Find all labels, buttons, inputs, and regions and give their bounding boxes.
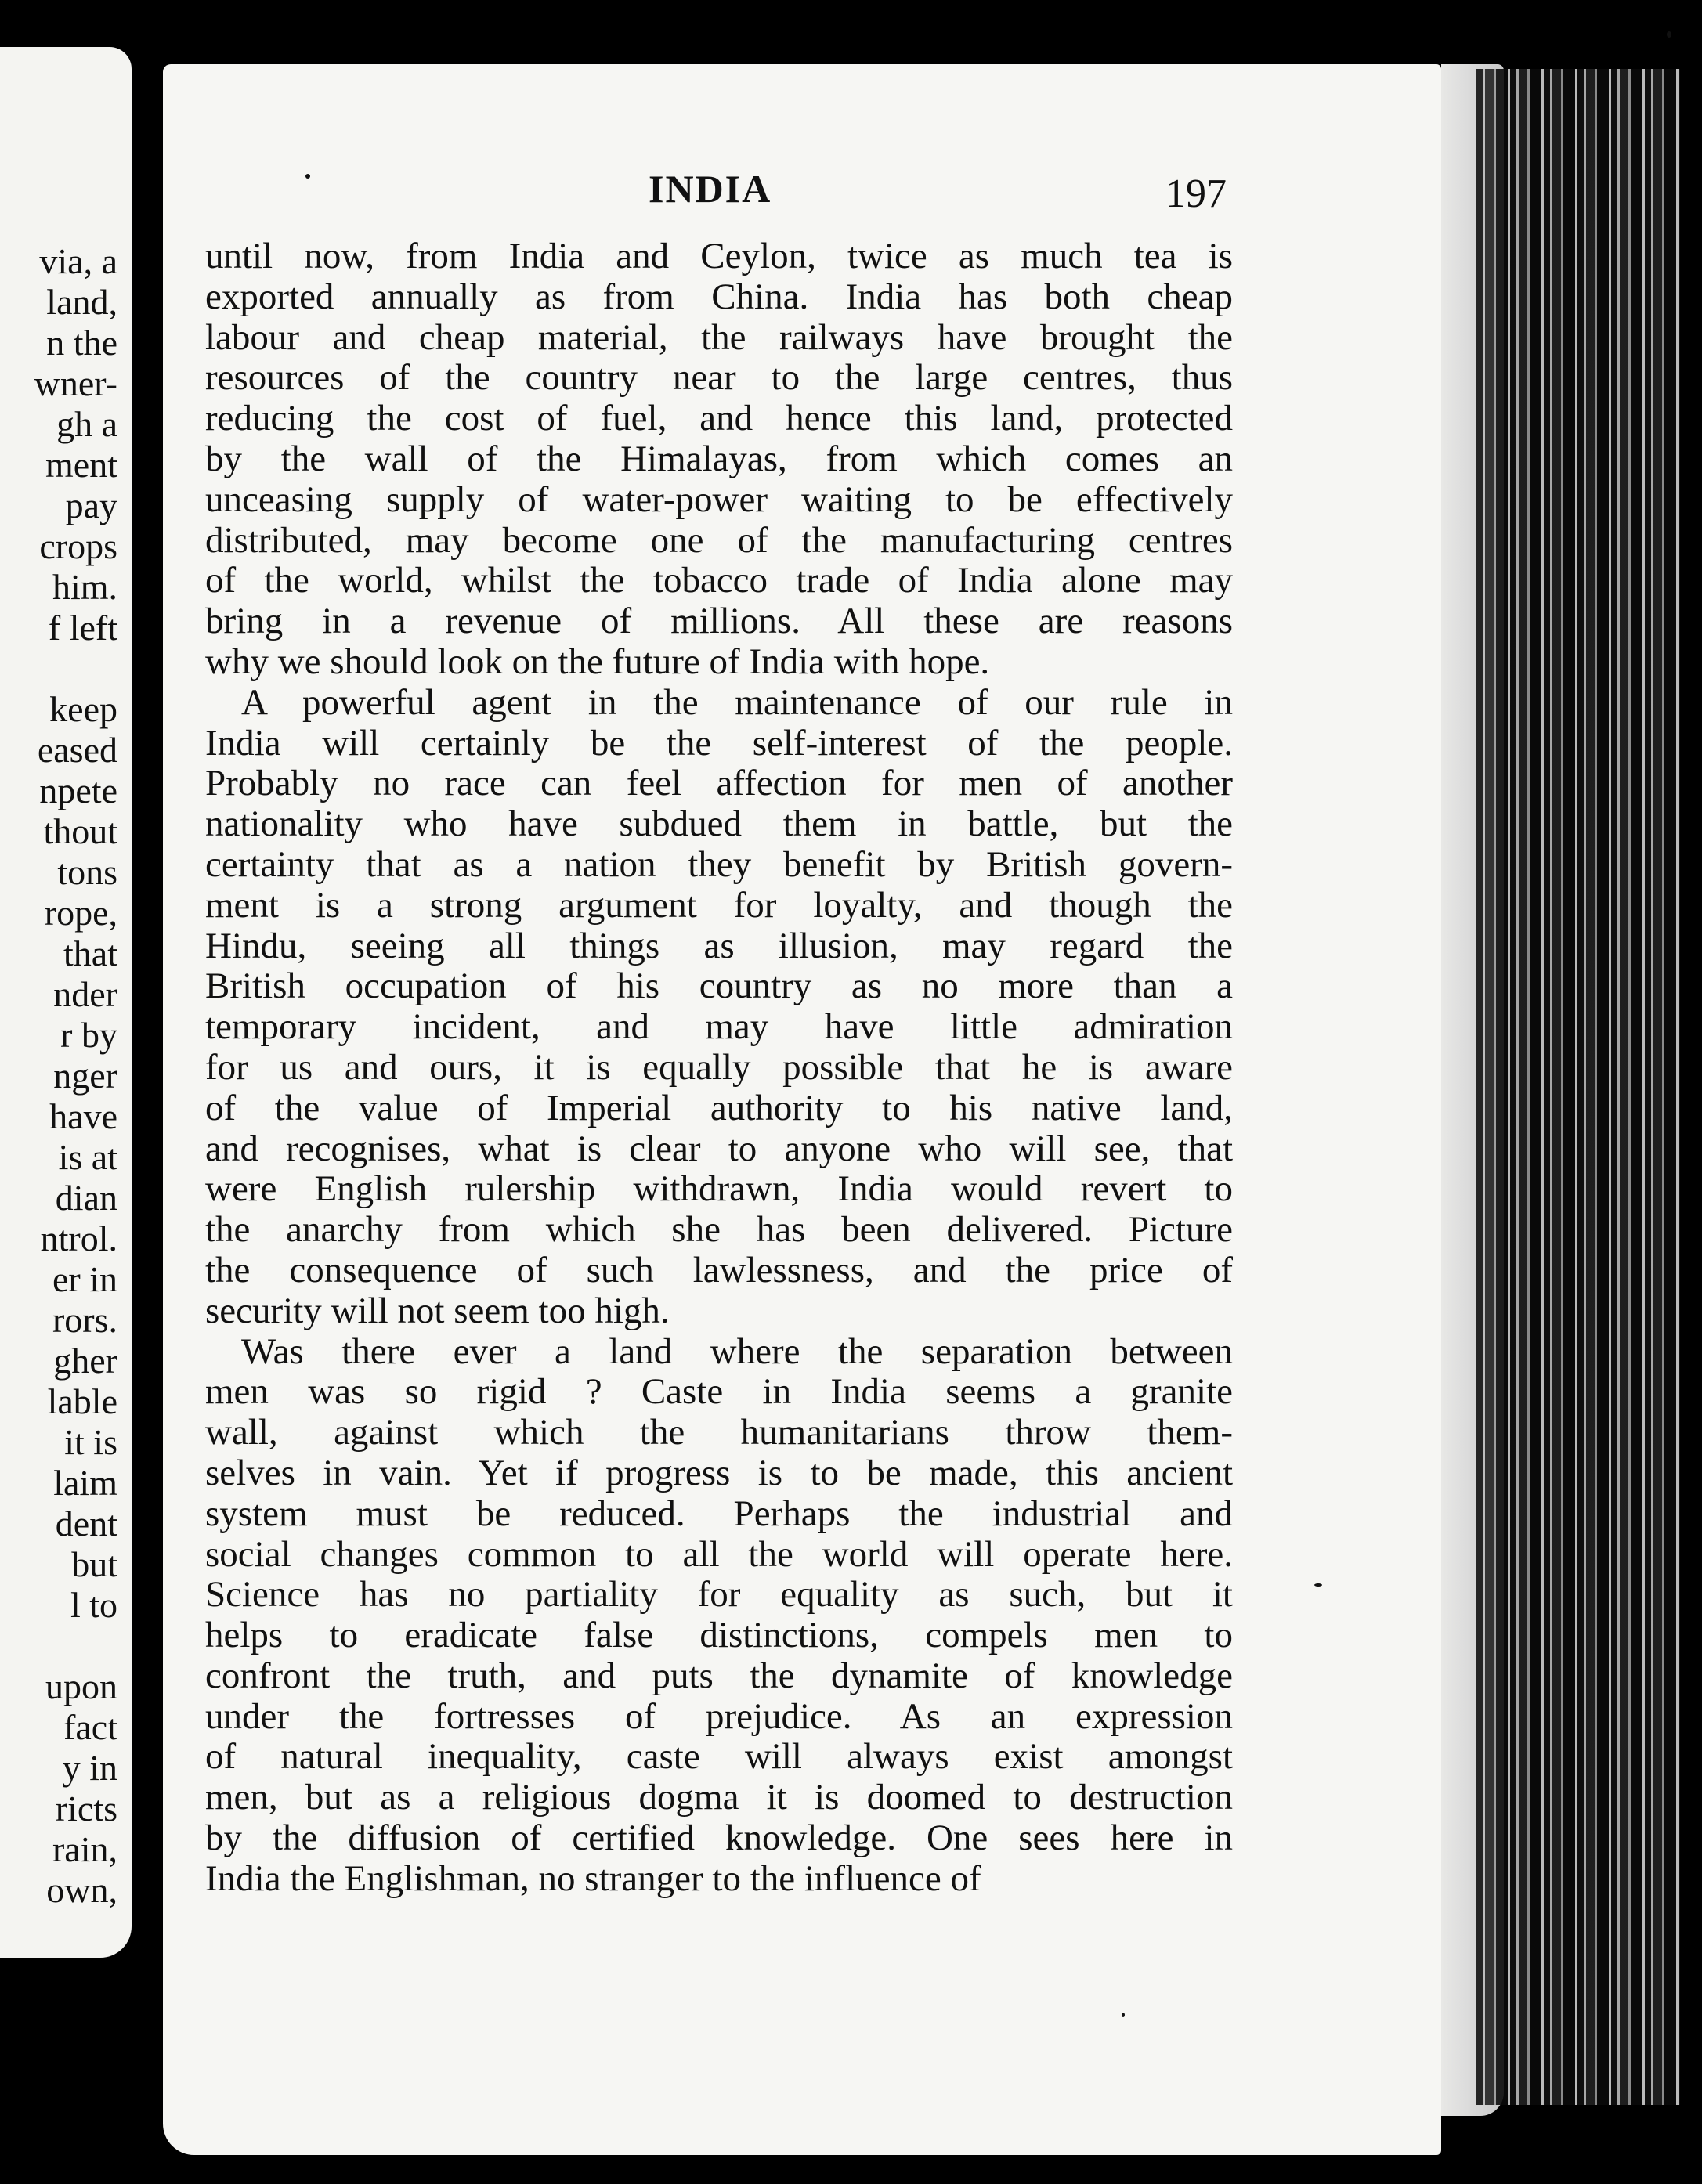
left-page-line: y in bbox=[62, 1748, 117, 1788]
left-page-line: gh a bbox=[56, 404, 117, 444]
text-line: labour and cheap material, the railways have brought the bbox=[205, 317, 1233, 358]
text-line: the consequence of such lawlessness, and the price of bbox=[205, 1250, 1233, 1291]
text-line: social changes common to all the world will operate here. bbox=[205, 1534, 1233, 1575]
left-page-line: l to bbox=[70, 1585, 117, 1625]
text-line: and recognises, what is clear to anyone who will see, that bbox=[205, 1128, 1233, 1169]
text-line: wall, against which the humanitarians throw them- bbox=[205, 1413, 1233, 1453]
text-line: nationality who have subdued them in battle, but the bbox=[205, 804, 1233, 845]
text-line: helps to eradicate false distinctions, compels men to bbox=[205, 1615, 1233, 1656]
left-page-line: laim bbox=[53, 1463, 117, 1503]
left-page-fragment bbox=[0, 47, 132, 1958]
left-page-line: n the bbox=[46, 323, 117, 363]
text-line: security will not seem too high. bbox=[205, 1291, 670, 1331]
left-page-line: gher bbox=[53, 1341, 117, 1381]
text-line: India the Englishman, no stranger to the influence of bbox=[205, 1858, 981, 1899]
left-page-line: tons bbox=[57, 852, 117, 892]
left-page-line: it is bbox=[64, 1422, 117, 1462]
text-line: bring in a revenue of millions. All these are reasons bbox=[205, 601, 1233, 642]
text-line: Probably no race can feel affection for men of another bbox=[205, 763, 1233, 804]
left-page-line: dent bbox=[55, 1504, 117, 1543]
page-title: INDIA bbox=[649, 167, 772, 211]
left-page-line: f left bbox=[48, 608, 117, 648]
left-page-line: fact bbox=[63, 1707, 117, 1747]
left-page-line: that bbox=[63, 933, 117, 973]
text-line: men, but as a religious dogma it is doomed to destruction bbox=[205, 1778, 1233, 1818]
text-line: confront the truth, and puts the dynamite of knowledge bbox=[205, 1655, 1233, 1696]
dust-speck bbox=[1314, 1583, 1322, 1587]
left-page-line: have bbox=[49, 1096, 117, 1136]
text-line: British occupation of his country as no more than a bbox=[205, 966, 1233, 1007]
text-line: ment is a strong argument for loyalty, and though the bbox=[205, 885, 1233, 926]
left-page-line: nder bbox=[53, 974, 117, 1014]
dust-speck bbox=[1667, 31, 1671, 38]
text-line: reducing the cost of fuel, and hence this land, protected bbox=[205, 399, 1233, 439]
left-page-line: ricts bbox=[55, 1789, 117, 1828]
left-page-line: keep bbox=[49, 689, 117, 729]
text-line: Science has no partiality for equality as such, but it bbox=[205, 1575, 1233, 1615]
left-page-line: but bbox=[71, 1544, 117, 1584]
text-line: were English rulership withdrawn, India would revert to bbox=[205, 1169, 1233, 1210]
left-page-line: him. bbox=[52, 567, 117, 607]
dust-speck bbox=[305, 174, 310, 179]
left-page-line: thout bbox=[43, 811, 117, 851]
dust-speck bbox=[1122, 2013, 1125, 2017]
left-page-line: rain, bbox=[52, 1829, 117, 1869]
left-page-line: eased bbox=[37, 730, 117, 770]
left-page-line: own, bbox=[46, 1870, 117, 1910]
text-line: selves in vain. Yet if progress is to be made, this ancient bbox=[205, 1453, 1233, 1493]
text-line: by the wall of the Himalayas, from which comes an bbox=[205, 439, 1233, 479]
text-line: of natural inequality, caste will always exist amongst bbox=[205, 1737, 1233, 1778]
text-line: of the world, whilst the tobacco trade of India alone may bbox=[205, 561, 1233, 601]
left-page-text bbox=[34, 241, 117, 1911]
left-page-line: rors. bbox=[52, 1300, 117, 1340]
left-page-line: upon bbox=[45, 1666, 117, 1706]
text-line: why we should look on the future of India with hope. bbox=[205, 641, 990, 682]
text-line: for us and ours, it is equally possible that he is aware bbox=[205, 1047, 1233, 1088]
left-page-line: r by bbox=[60, 1015, 117, 1055]
left-page-line: ment bbox=[45, 445, 117, 485]
left-page-line: via, a bbox=[39, 241, 117, 281]
text-line: under the fortresses of prejudice. As an expression bbox=[205, 1696, 1233, 1737]
text-line: certainty that as a nation they benefit by British govern- bbox=[205, 844, 1233, 885]
left-page-line bbox=[34, 1626, 117, 1666]
body-text bbox=[205, 236, 1233, 1900]
text-line: the anarchy from which she has been delivered. Picture bbox=[205, 1210, 1233, 1251]
left-page-line: rope, bbox=[44, 893, 117, 933]
text-line: temporary incident, and may have little admiration bbox=[205, 1007, 1233, 1048]
text-line: distributed, may become one of the manufacturing centres bbox=[205, 520, 1233, 561]
left-page-line: wner- bbox=[34, 363, 117, 403]
text-line: resources of the country near to the large centres, thus bbox=[205, 358, 1233, 399]
text-line: unceasing supply of water-power waiting to be effectively bbox=[205, 479, 1233, 520]
text-line: men was so rigid ? Caste in India seems a granite bbox=[205, 1372, 1233, 1413]
left-page-line: ntrol. bbox=[40, 1218, 117, 1258]
text-line: until now, from India and Ceylon, twice as much tea is bbox=[205, 236, 1233, 276]
text-line: by the diffusion of certified knowledge. One sees here in bbox=[205, 1818, 1233, 1859]
left-page-line: dian bbox=[55, 1178, 117, 1218]
text-line: Hindu, seeing all things as illusion, may regard the bbox=[205, 926, 1233, 966]
left-page-line: er in bbox=[52, 1259, 117, 1299]
text-line: system must be reduced. Perhaps the industrial and bbox=[205, 1493, 1233, 1534]
left-page-line bbox=[34, 648, 117, 689]
text-line: exported annually as from China. India has both cheap bbox=[205, 276, 1233, 317]
text-line: India will certainly be the self-interest of the people. bbox=[205, 723, 1233, 763]
text-line: Was there ever a land where the separation between bbox=[241, 1331, 1233, 1372]
page-number: 197 bbox=[1165, 171, 1227, 216]
left-page-line: crops bbox=[39, 526, 117, 566]
text-line: A powerful agent in the maintenance of our rule in bbox=[241, 682, 1233, 723]
left-page-line: is at bbox=[58, 1137, 117, 1177]
left-page-line: nger bbox=[53, 1056, 117, 1096]
left-page-line: pay bbox=[65, 486, 117, 525]
left-page-line: land, bbox=[46, 282, 117, 322]
left-page-line: npete bbox=[39, 771, 117, 810]
running-header bbox=[163, 166, 1441, 221]
book-edge-strips bbox=[1476, 69, 1680, 2105]
text-line: of the value of Imperial authority to his native land, bbox=[205, 1088, 1233, 1128]
left-page-line: lable bbox=[47, 1381, 117, 1421]
